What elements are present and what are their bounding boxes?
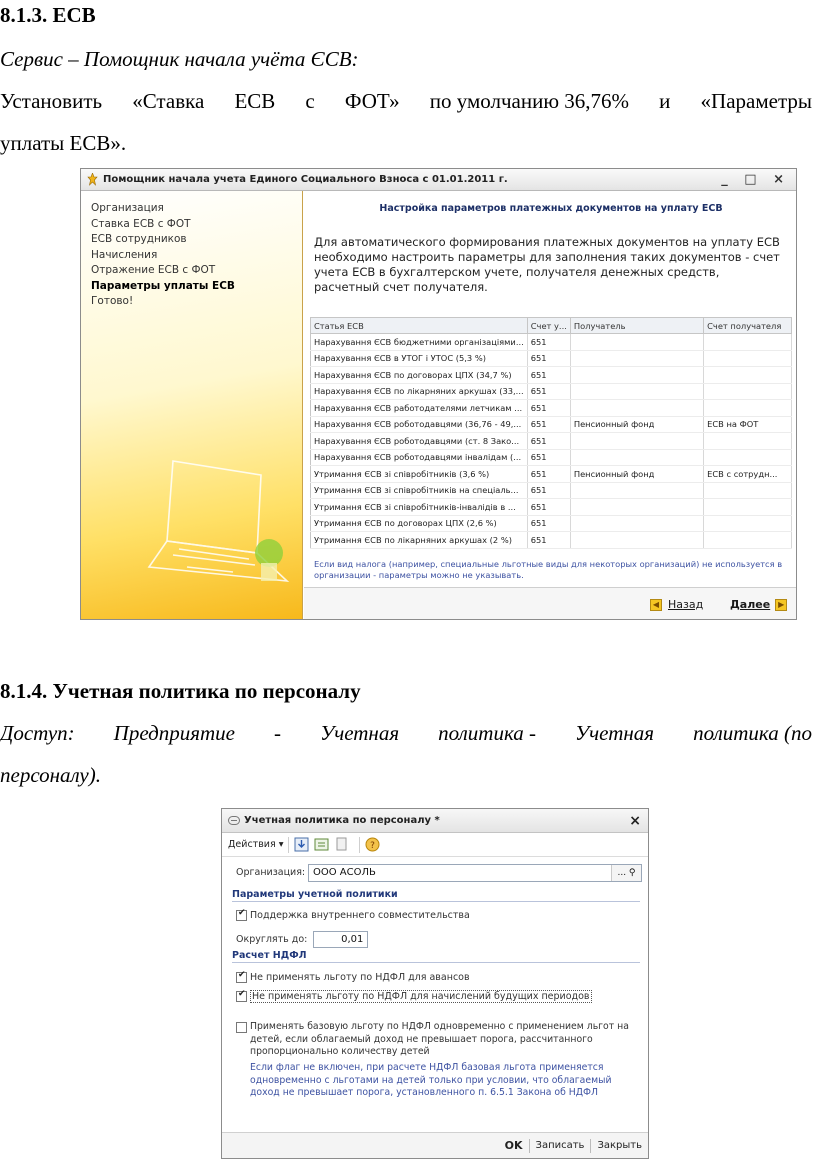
no-benefit-advances-checkbox[interactable] xyxy=(236,972,247,983)
back-button[interactable] xyxy=(650,598,703,611)
access-path-word: политика - xyxy=(438,721,536,745)
access-path-word: Доступ: xyxy=(0,721,75,745)
cell-account[interactable]: 651 xyxy=(527,400,570,417)
wizard-main-panel xyxy=(304,191,797,620)
cell-recipient-account[interactable]: ЕСВ с сотрудн... xyxy=(704,466,792,483)
cell-account[interactable]: 651 xyxy=(527,482,570,499)
policy-title: Учетная политика по персоналу * xyxy=(244,815,440,826)
wizard-step-item[interactable]: Организация xyxy=(91,202,164,214)
cell-recipient-account[interactable]: ЕСВ на ФОТ xyxy=(704,416,792,433)
cell-account[interactable]: 651 xyxy=(527,350,570,367)
wizard-steps-sidebar xyxy=(81,191,303,620)
apply-base-label: Применять базовую льготу по НДФЛ одновременно с применением льгот на детей, если облагаемый доход не превышает порога, рассчитанного пропорционально количеству детей xyxy=(250,1021,629,1057)
policy-titlebar xyxy=(222,809,648,833)
section-ndfl: Расчет НДФЛ xyxy=(232,950,640,963)
wizard-step-item[interactable]: Параметры уплаты ЕСВ xyxy=(91,279,235,292)
cell-article[interactable]: Утримання ЄСВ по лікарняних аркушах (2 %) xyxy=(311,532,528,549)
cell-account[interactable]: 651 xyxy=(527,334,570,351)
cell-recipient[interactable] xyxy=(570,515,703,532)
ndfl-note: Если флаг не включен, при расчете НДФЛ базовая льгота применяется одновременно с льготами на детей только при условии, что облагаемый доход не превышает порога, установленного п. 6.5.1 Закона об НДФЛ xyxy=(250,1062,612,1098)
table-row[interactable] xyxy=(311,334,792,351)
table-row[interactable] xyxy=(311,383,792,400)
panel-title: Настройка параметров платежных документов на уплату ЕСВ xyxy=(379,203,723,214)
actions-menu[interactable]: Действия ▾ xyxy=(228,839,284,850)
instruction-word: по умолчанию 36,76% xyxy=(429,89,630,113)
esv-articles-table[interactable] xyxy=(310,317,792,549)
panel-description: Для автоматического формирования платежных документов на уплату ЕСВ необходимо настроить параметры для заполнения таких документов - счет учета ЕСВ в бухгалтерском учете, получателя денежных средств, расчетный счет получателя. xyxy=(314,235,780,294)
instruction-word: и xyxy=(659,89,671,113)
footer-separator xyxy=(590,1139,591,1153)
table-row[interactable] xyxy=(311,449,792,466)
cell-account[interactable]: 651 xyxy=(527,367,570,384)
cell-recipient-account[interactable] xyxy=(704,367,792,384)
cell-article[interactable]: Нарахування ЄСВ роботодавцями інвалідам (... xyxy=(311,449,528,466)
table-row[interactable] xyxy=(311,466,792,483)
apply-base-checkbox[interactable] xyxy=(236,1022,247,1033)
internal-combination-label: Поддержка внутреннего совместительства xyxy=(250,910,470,921)
col-header-article[interactable]: Статья ЕСВ xyxy=(311,318,528,334)
select-dots: ... xyxy=(617,868,627,878)
instruction-word: с xyxy=(305,89,315,113)
section-heading-esv: 8.1.3. ЕСВ xyxy=(0,3,96,27)
policy-toolbar xyxy=(222,833,648,857)
cell-account[interactable]: 651 xyxy=(527,499,570,516)
instruction-word: ЕСВ xyxy=(234,89,276,113)
save-button[interactable]: Записать xyxy=(535,1140,585,1151)
wizard-step-item[interactable]: Ставка ЕСВ с ФОТ xyxy=(91,217,191,230)
cell-recipient-account[interactable] xyxy=(704,400,792,417)
help-icon[interactable] xyxy=(365,837,380,852)
arrow-right-icon: ▶ xyxy=(775,599,787,611)
cell-article[interactable]: Нарахування ЄСВ работодателями летчикам ... xyxy=(311,400,528,417)
cell-account[interactable]: 651 xyxy=(527,433,570,450)
cell-recipient-account[interactable] xyxy=(704,482,792,499)
select-button[interactable]: ... ⚲ xyxy=(611,865,641,881)
close-icon[interactable]: × xyxy=(629,813,641,829)
cell-recipient-account[interactable] xyxy=(704,532,792,549)
table-row[interactable] xyxy=(311,532,792,549)
internal-combination-row[interactable] xyxy=(236,910,470,921)
cell-recipient-account[interactable] xyxy=(704,334,792,351)
cell-account[interactable]: 651 xyxy=(527,383,570,400)
cell-recipient[interactable] xyxy=(570,499,703,516)
no-benefit-advances-label: Не применять льготу по НДФЛ для авансов xyxy=(250,972,470,983)
menu-path-text: Сервис – Помощник начала учёта ЄСВ: xyxy=(0,47,359,71)
table-row[interactable] xyxy=(311,400,792,417)
wizard-title: Помощник начала учета Единого Социального Взноса с 01.01.2011 г. xyxy=(103,174,508,185)
arrow-left-icon: ◀ xyxy=(650,599,662,611)
table-row[interactable] xyxy=(311,350,792,367)
cell-account[interactable]: 651 xyxy=(527,449,570,466)
close-button[interactable]: Закрыть xyxy=(597,1140,642,1151)
cell-article[interactable]: Утримання ЄСВ зі співробітників на спеціаль... xyxy=(311,482,528,499)
cell-recipient[interactable] xyxy=(570,350,703,367)
cell-recipient-account[interactable] xyxy=(704,515,792,532)
policy-footer xyxy=(222,1132,648,1158)
ok-button[interactable]: OK xyxy=(504,1139,523,1152)
svg-text:?: ? xyxy=(370,841,376,851)
instruction-word: ФОТ» xyxy=(344,89,400,113)
cell-article[interactable]: Утримання ЄСВ зі співробітників-інвалідів в ... xyxy=(311,499,528,516)
table-header-row xyxy=(311,318,792,334)
personnel-policy-window xyxy=(221,808,649,1159)
no-benefit-future-checkbox[interactable] xyxy=(236,991,247,1002)
cell-article[interactable]: Нарахування ЄСВ роботодавцями (ст. 8 Зако... xyxy=(311,433,528,450)
cell-article[interactable]: Нарахування ЄСВ роботодавцями (36,76 - 49,... xyxy=(311,416,528,433)
cell-recipient-account[interactable] xyxy=(704,433,792,450)
wizard-step-item[interactable]: Готово! xyxy=(91,295,134,307)
instruction-text-line2: уплаты ЕСВ». xyxy=(0,131,127,155)
col-header-account[interactable]: Счет у... xyxy=(527,318,570,334)
wizard-titlebar xyxy=(81,169,796,191)
footer-separator xyxy=(529,1139,530,1153)
instruction-word: «Ставка xyxy=(132,89,205,113)
wizard-step-item[interactable]: Отражение ЕСВ с ФОТ xyxy=(91,264,216,276)
access-path-word: Предприятие xyxy=(113,721,236,745)
organization-field[interactable] xyxy=(308,864,642,882)
access-path-word: Учетная xyxy=(575,721,655,745)
internal-combination-checkbox[interactable] xyxy=(236,910,247,921)
table-row[interactable] xyxy=(311,433,792,450)
toolbar-separator xyxy=(359,837,360,853)
toolbar-separator xyxy=(288,837,289,853)
esv-wizard-window xyxy=(80,168,797,620)
apply-base-checkbox-row[interactable] xyxy=(236,1022,250,1033)
hint-text: Если вид налога (например, специальные льготные виды для некоторых организаций) не используется в организации - параметры можно не указывать. xyxy=(314,559,783,580)
no-benefit-future-label: Не применять льготу по НДФЛ для начислений будущих периодов xyxy=(252,991,590,1002)
cell-account[interactable]: 651 xyxy=(527,515,570,532)
access-path-word: Учетная xyxy=(320,721,400,745)
round-label: Округлять до: xyxy=(236,934,308,945)
wizard-step-item[interactable]: Начисления xyxy=(91,248,158,261)
cell-recipient-account[interactable] xyxy=(704,449,792,466)
cell-recipient[interactable] xyxy=(570,334,703,351)
cell-recipient-account[interactable] xyxy=(704,499,792,516)
next-label: Далее xyxy=(730,598,771,611)
access-path-word: политика (по xyxy=(693,721,812,745)
table-row[interactable] xyxy=(311,482,792,499)
cell-article[interactable]: Утримання ЄСВ зі співробітників (3,6 %) xyxy=(311,466,528,483)
cell-article[interactable]: Нарахування ЄСВ по договорах ЦПХ (34,7 %) xyxy=(311,367,528,384)
organization-value: ООО АСОЛЬ xyxy=(313,867,376,878)
table-row[interactable] xyxy=(311,515,792,532)
no-benefit-advances-row[interactable] xyxy=(236,972,470,983)
round-input[interactable]: 0,01 xyxy=(313,931,368,948)
app-icon xyxy=(87,173,98,186)
access-path-line1 xyxy=(0,718,812,748)
cell-article[interactable]: Нарахування ЄСВ по лікарняних аркушах (33,... xyxy=(311,383,528,400)
section-policy-params: Параметры учетной политики xyxy=(232,889,640,902)
col-header-recipient[interactable]: Получатель xyxy=(570,318,703,334)
table-row[interactable] xyxy=(311,416,792,433)
link-icon xyxy=(228,816,240,825)
actions-label: Действия xyxy=(228,839,276,850)
instruction-text-line1 xyxy=(0,86,812,116)
save-icon[interactable] xyxy=(294,837,309,852)
steps-list xyxy=(91,201,235,310)
cell-account[interactable]: 651 xyxy=(527,416,570,433)
table-row[interactable] xyxy=(311,499,792,516)
laptop-illustration xyxy=(137,441,297,611)
cell-recipient[interactable] xyxy=(570,482,703,499)
access-path-word: - xyxy=(274,721,282,745)
round-row xyxy=(236,931,368,948)
instruction-word: «Параметры xyxy=(700,89,812,113)
cell-recipient[interactable] xyxy=(570,383,703,400)
table-row[interactable] xyxy=(311,367,792,384)
copy-icon[interactable] xyxy=(334,837,349,852)
wizard-nav-bar xyxy=(304,587,797,620)
no-benefit-future-row[interactable] xyxy=(236,990,592,1003)
section-heading-policy: 8.1.4. Учетная политика по персоналу xyxy=(0,679,361,703)
cell-recipient[interactable] xyxy=(570,433,703,450)
cell-recipient[interactable]: Пенсионный фонд xyxy=(570,416,703,433)
cell-article[interactable]: Утримання ЄСВ по договорах ЦПХ (2,6 %) xyxy=(311,515,528,532)
cell-recipient-account[interactable] xyxy=(704,383,792,400)
cell-article[interactable]: Нарахування ЄСВ бюджетними організаціями... xyxy=(311,334,528,351)
cell-recipient-account[interactable] xyxy=(704,350,792,367)
wizard-step-item[interactable]: ЕСВ сотрудников xyxy=(91,233,187,245)
cell-recipient[interactable] xyxy=(570,400,703,417)
cell-recipient[interactable]: Пенсионный фонд xyxy=(570,466,703,483)
cell-article[interactable]: Нарахування ЄСВ в УТОГ і УТОС (5,3 %) xyxy=(311,350,528,367)
cell-recipient[interactable] xyxy=(570,449,703,466)
window-controls[interactable]: _ □ × xyxy=(721,172,790,187)
back-label: Назад xyxy=(668,598,704,611)
org-label: Организация: xyxy=(236,867,306,878)
structure-icon[interactable] xyxy=(314,837,329,852)
cell-account[interactable]: 651 xyxy=(527,466,570,483)
cell-account[interactable]: 651 xyxy=(527,532,570,549)
instruction-word: Установить xyxy=(0,89,103,113)
access-path-line2: персоналу). xyxy=(0,763,101,787)
col-header-recipient-account[interactable]: Счет получателя xyxy=(704,318,792,334)
cell-recipient[interactable] xyxy=(570,532,703,549)
cell-recipient[interactable] xyxy=(570,367,703,384)
next-button[interactable] xyxy=(730,598,787,611)
